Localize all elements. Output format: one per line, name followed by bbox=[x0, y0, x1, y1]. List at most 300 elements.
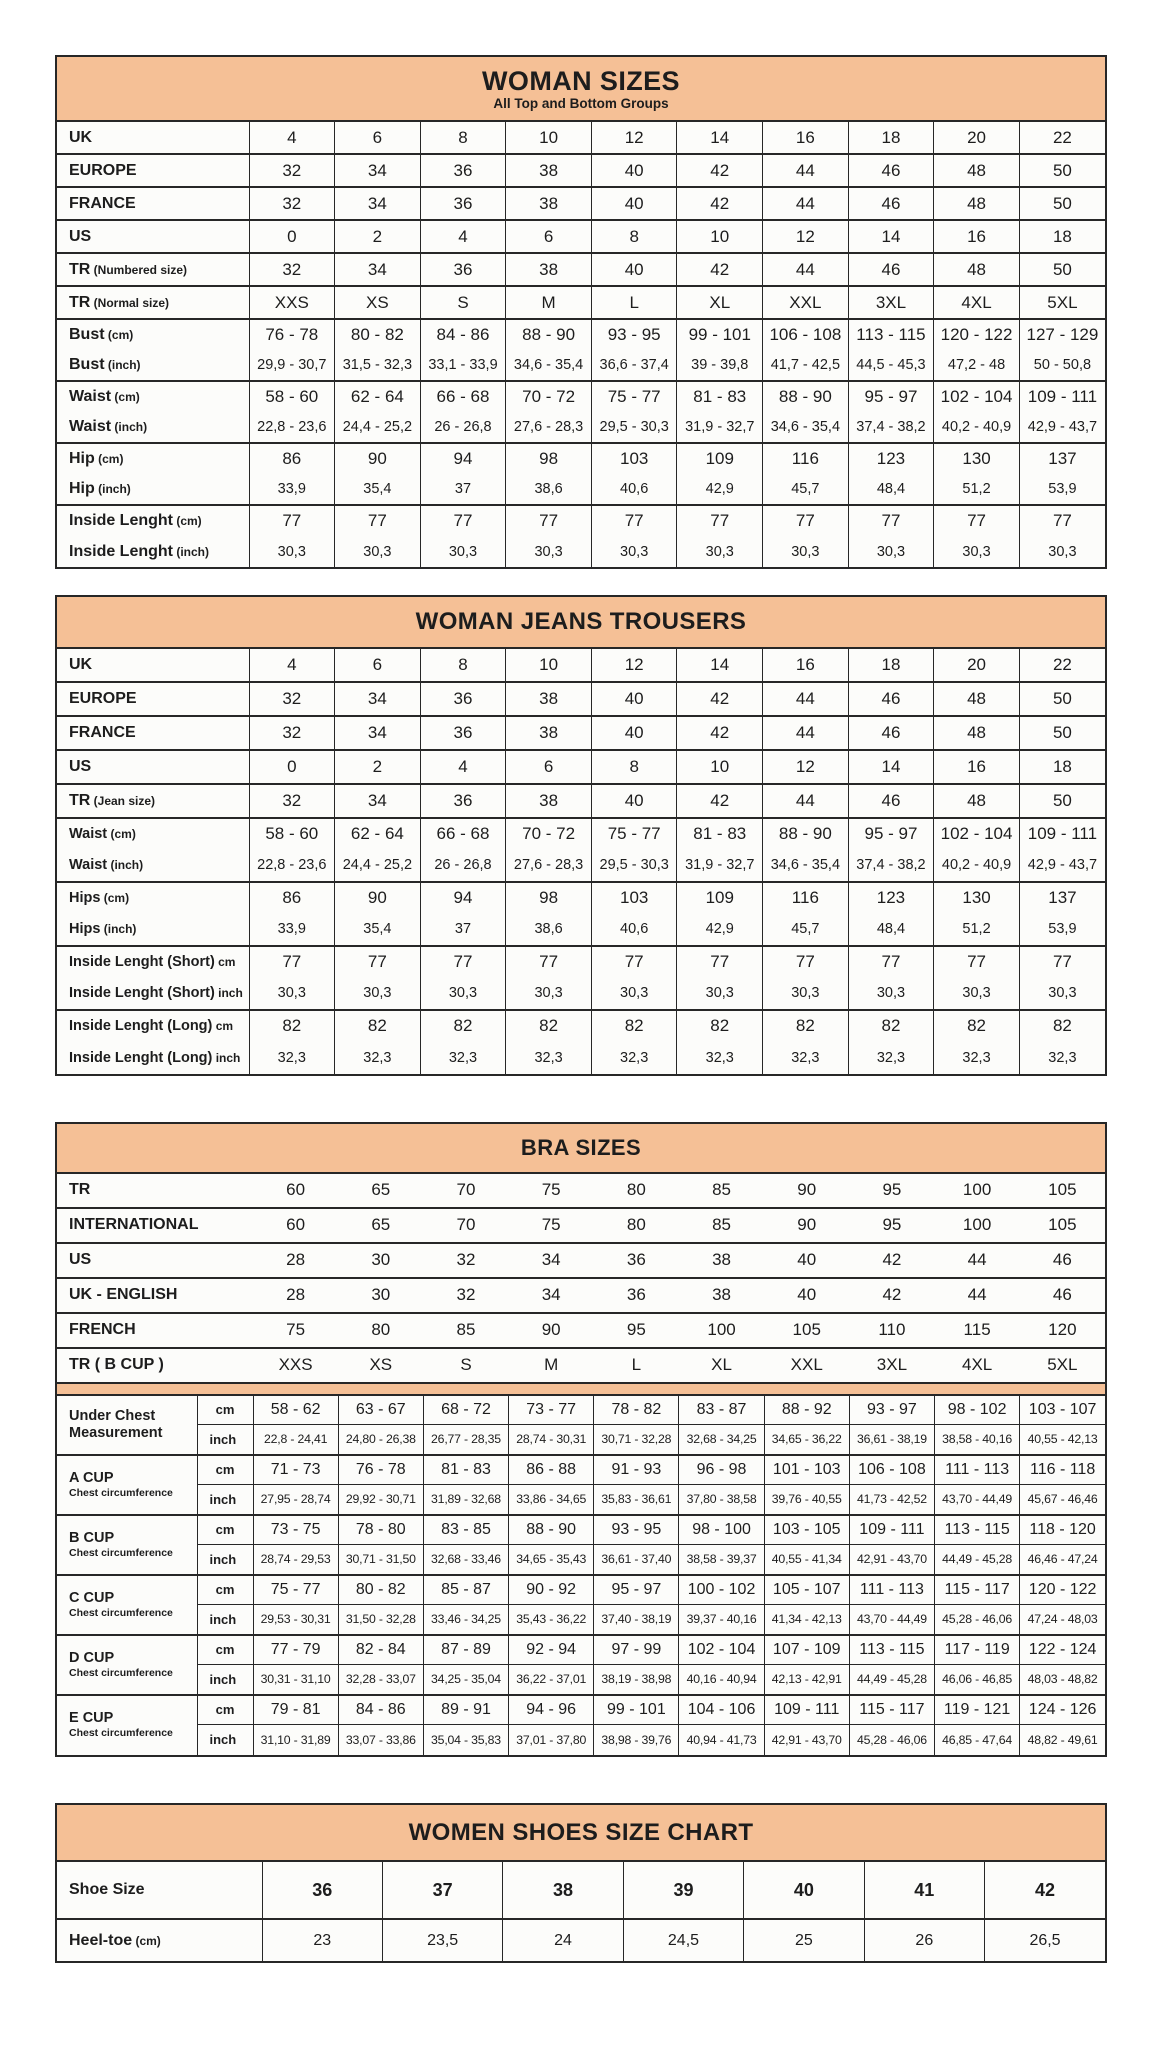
cell-value: L bbox=[591, 286, 677, 319]
cell-value: 12 bbox=[591, 121, 677, 154]
cell-value: 37,80 - 38,58 bbox=[679, 1485, 764, 1515]
cell-value: 36,61 - 37,40 bbox=[594, 1545, 679, 1575]
cell-value: 95 - 97 bbox=[848, 381, 934, 412]
cell-value: 16 bbox=[763, 648, 849, 682]
table-row bbox=[57, 187, 1105, 220]
cell-value: 39 - 39,8 bbox=[677, 350, 763, 381]
cell-value: 85 bbox=[679, 1208, 764, 1243]
table-row bbox=[57, 1395, 1105, 1425]
row-label: Inside Lenght (Short) inch bbox=[69, 985, 243, 1002]
cell-value: 137 bbox=[1019, 443, 1105, 474]
cell-value: 30,3 bbox=[420, 536, 506, 567]
cell-value: 18 bbox=[848, 121, 934, 154]
cell-value: 124 - 126 bbox=[1020, 1695, 1105, 1725]
cell-value: 41,34 - 42,13 bbox=[764, 1605, 849, 1635]
cell-value: 42 bbox=[849, 1243, 934, 1278]
cell-value: 33,46 - 34,25 bbox=[423, 1605, 508, 1635]
cell-value: 23,5 bbox=[382, 1919, 502, 1961]
cell-value: 44 bbox=[763, 154, 849, 187]
cell-value: 0 bbox=[249, 220, 335, 253]
cell-value: XXS bbox=[253, 1348, 338, 1383]
cell-value: 37,4 - 38,2 bbox=[848, 850, 934, 882]
cell-value: 92 - 94 bbox=[509, 1635, 594, 1665]
cell-value: 34 bbox=[335, 154, 421, 187]
cell-value: 30,3 bbox=[335, 536, 421, 567]
cell-value: 30,3 bbox=[848, 536, 934, 567]
row-label: FRANCE bbox=[57, 716, 249, 750]
table-row bbox=[57, 978, 1105, 1010]
cell-value: 75 bbox=[253, 1313, 338, 1348]
row-label: US bbox=[57, 750, 249, 784]
cell-value: 34 bbox=[509, 1278, 594, 1313]
cell-value: 24,5 bbox=[623, 1919, 743, 1961]
cell-value: 38,6 bbox=[506, 914, 592, 946]
table-row bbox=[57, 716, 1105, 750]
cell-value: 45,7 bbox=[763, 474, 849, 505]
cell-value: 113 - 115 bbox=[935, 1515, 1020, 1545]
table-header bbox=[57, 597, 1105, 647]
row-label: TR bbox=[57, 1173, 253, 1208]
table-row bbox=[57, 381, 1105, 412]
row-label: Under Chest Measurement bbox=[57, 1395, 197, 1455]
cell-value: 89 - 91 bbox=[423, 1695, 508, 1725]
row-label: FRENCH bbox=[57, 1313, 253, 1348]
cell-value: 77 bbox=[934, 505, 1020, 536]
table-row bbox=[57, 319, 1105, 350]
cell-value: 70 bbox=[423, 1208, 508, 1243]
table-row bbox=[57, 1861, 1105, 1919]
cell-value: 42,91 - 43,70 bbox=[764, 1725, 849, 1755]
cell-value: 32 bbox=[249, 682, 335, 716]
cell-value: 32,3 bbox=[763, 1042, 849, 1074]
cell-value: 38 bbox=[506, 784, 592, 818]
cell-value: 113 - 115 bbox=[849, 1635, 934, 1665]
cell-value: 38,58 - 40,16 bbox=[935, 1425, 1020, 1455]
unit-label: cm bbox=[197, 1455, 253, 1485]
cell-value: 73 - 77 bbox=[509, 1395, 594, 1425]
row-label: D CUP Chest circumference bbox=[57, 1635, 197, 1695]
cell-value: 6 bbox=[506, 750, 592, 784]
cell-value: 86 - 88 bbox=[509, 1455, 594, 1485]
cell-value: 40 bbox=[591, 682, 677, 716]
cell-value: 102 - 104 bbox=[934, 381, 1020, 412]
cell-value: 10 bbox=[506, 121, 592, 154]
cell-value: 30,3 bbox=[1019, 978, 1105, 1010]
row-label: EUROPE bbox=[57, 682, 249, 716]
cell-value: 77 bbox=[249, 946, 335, 978]
bra-sizes-table bbox=[55, 1122, 1107, 1757]
cell-value: 82 bbox=[677, 1010, 763, 1042]
cell-value: 73 - 75 bbox=[253, 1515, 338, 1545]
cell-value: 29,53 - 30,31 bbox=[253, 1605, 338, 1635]
cell-value: 94 bbox=[420, 443, 506, 474]
cell-value: 123 bbox=[848, 443, 934, 474]
cell-value: 31,10 - 31,89 bbox=[253, 1725, 338, 1755]
unit-label: inch bbox=[197, 1605, 253, 1635]
row-label: Hips (inch) bbox=[69, 921, 137, 938]
cell-value: 80 bbox=[338, 1313, 423, 1348]
unit-label: inch bbox=[197, 1545, 253, 1575]
row-label: TR ( B CUP ) bbox=[57, 1348, 253, 1383]
cell-value: 38 bbox=[506, 154, 592, 187]
cell-value: 33,9 bbox=[249, 914, 335, 946]
cell-value: 40 bbox=[591, 716, 677, 750]
cell-value: 75 bbox=[509, 1173, 594, 1208]
cell-value: 3XL bbox=[849, 1348, 934, 1383]
cell-value: 38,19 - 38,98 bbox=[594, 1665, 679, 1695]
cell-value: 75 - 77 bbox=[591, 381, 677, 412]
cell-value: 77 bbox=[506, 505, 592, 536]
cell-value: 116 bbox=[763, 443, 849, 474]
cell-value: 111 - 113 bbox=[849, 1575, 934, 1605]
cell-value: 31,9 - 32,7 bbox=[677, 412, 763, 443]
cell-value: 30,3 bbox=[249, 536, 335, 567]
row-label: A CUP Chest circumference bbox=[57, 1455, 197, 1515]
cell-value: 90 bbox=[764, 1208, 849, 1243]
row-label: Shoe Size bbox=[57, 1861, 262, 1919]
cell-value: 101 - 103 bbox=[764, 1455, 849, 1485]
cell-value: 40 bbox=[744, 1861, 864, 1919]
cell-value: 48 bbox=[934, 154, 1020, 187]
table-row bbox=[57, 1383, 1105, 1395]
table-row bbox=[57, 1665, 1105, 1695]
cell-value: S bbox=[423, 1348, 508, 1383]
cell-value: 44 bbox=[763, 784, 849, 818]
cell-value: 40,55 - 42,13 bbox=[1020, 1425, 1105, 1455]
cell-value: 46 bbox=[848, 784, 934, 818]
cell-value: 77 bbox=[591, 505, 677, 536]
table-row bbox=[57, 1575, 1105, 1605]
cell-value: 77 bbox=[1019, 505, 1105, 536]
table-row bbox=[57, 505, 1105, 536]
cell-value: 6 bbox=[506, 220, 592, 253]
cell-value: 34 bbox=[335, 716, 421, 750]
cell-value: 93 - 97 bbox=[849, 1395, 934, 1425]
table-row bbox=[57, 818, 1105, 850]
cell-value: 48,03 - 48,82 bbox=[1020, 1665, 1105, 1695]
woman-jeans-table bbox=[55, 595, 1107, 1076]
cell-value: 39,37 - 40,16 bbox=[679, 1605, 764, 1635]
cell-value: 137 bbox=[1019, 882, 1105, 914]
cell-value: 95 - 97 bbox=[848, 818, 934, 850]
cell-value: 82 bbox=[934, 1010, 1020, 1042]
cell-value: 6 bbox=[335, 648, 421, 682]
cell-value: 58 - 60 bbox=[249, 818, 335, 850]
cell-value: 30,3 bbox=[934, 978, 1020, 1010]
cell-value: 58 - 60 bbox=[249, 381, 335, 412]
cell-value: 31,50 - 32,28 bbox=[338, 1605, 423, 1635]
cell-value: 98 bbox=[506, 882, 592, 914]
cell-value: 51,2 bbox=[934, 474, 1020, 505]
cell-value: 36 bbox=[420, 682, 506, 716]
cell-value: 46,06 - 46,85 bbox=[935, 1665, 1020, 1695]
cell-value: 98 - 102 bbox=[935, 1395, 1020, 1425]
cell-value: 26 - 26,8 bbox=[420, 412, 506, 443]
cell-value: 77 bbox=[420, 505, 506, 536]
cell-value: 77 bbox=[763, 946, 849, 978]
row-label: Waist (inch) bbox=[69, 857, 144, 874]
cell-value: 94 bbox=[420, 882, 506, 914]
cell-value: 6 bbox=[335, 121, 421, 154]
cell-value: 34 bbox=[335, 187, 421, 220]
cell-value: 33,07 - 33,86 bbox=[338, 1725, 423, 1755]
cell-value: 50 bbox=[1019, 187, 1105, 220]
unit-label: cm bbox=[197, 1635, 253, 1665]
cell-value: 44 bbox=[763, 682, 849, 716]
cell-value: 18 bbox=[1019, 750, 1105, 784]
cell-value: 77 bbox=[1019, 946, 1105, 978]
cell-value: 95 - 97 bbox=[594, 1575, 679, 1605]
cell-value: 38,6 bbox=[506, 474, 592, 505]
cell-value: XXL bbox=[763, 286, 849, 319]
cell-value: 83 - 85 bbox=[423, 1515, 508, 1545]
cell-value: 26 bbox=[864, 1919, 984, 1961]
cell-value: 130 bbox=[934, 443, 1020, 474]
unit-label: inch bbox=[197, 1425, 253, 1455]
cell-value: 29,5 - 30,3 bbox=[591, 850, 677, 882]
cell-value: 87 - 89 bbox=[423, 1635, 508, 1665]
cell-value: 30,3 bbox=[763, 978, 849, 1010]
cell-value: 42 bbox=[677, 154, 763, 187]
cell-value: 36,61 - 38,19 bbox=[849, 1425, 934, 1455]
cell-value: 77 bbox=[934, 946, 1020, 978]
cell-value: 122 - 124 bbox=[1020, 1635, 1105, 1665]
cell-value: 41,7 - 42,5 bbox=[763, 350, 849, 381]
cell-value: 32,3 bbox=[335, 1042, 421, 1074]
cell-value: 16 bbox=[934, 220, 1020, 253]
cell-value: 66 - 68 bbox=[420, 818, 506, 850]
table-row bbox=[57, 1919, 1105, 1961]
cell-value: 10 bbox=[506, 648, 592, 682]
cell-value: 38 bbox=[679, 1243, 764, 1278]
cell-value: 27,6 - 28,3 bbox=[506, 412, 592, 443]
cell-value: 46,46 - 47,24 bbox=[1020, 1545, 1105, 1575]
cell-value: 40,94 - 41,73 bbox=[679, 1725, 764, 1755]
cell-value: 43,70 - 44,49 bbox=[849, 1605, 934, 1635]
cell-value: 77 bbox=[763, 505, 849, 536]
cell-value: 30,3 bbox=[848, 978, 934, 1010]
cell-value: 109 bbox=[677, 882, 763, 914]
cell-value: 41,73 - 42,52 bbox=[849, 1485, 934, 1515]
cell-value: 96 - 98 bbox=[679, 1455, 764, 1485]
cell-value: 12 bbox=[763, 750, 849, 784]
cell-value: 46 bbox=[848, 716, 934, 750]
cell-value: 5XL bbox=[1020, 1348, 1105, 1383]
cell-value: 40 bbox=[764, 1278, 849, 1313]
cell-value: 77 bbox=[677, 505, 763, 536]
cell-value: 47,2 - 48 bbox=[934, 350, 1020, 381]
row-label: US bbox=[57, 220, 249, 253]
row-label: Waist (inch) bbox=[69, 418, 148, 436]
cell-value: 40 bbox=[591, 187, 677, 220]
cell-value: 30,31 - 31,10 bbox=[253, 1665, 338, 1695]
cell-value: 82 bbox=[420, 1010, 506, 1042]
cell-value: 22,8 - 24,41 bbox=[253, 1425, 338, 1455]
cell-value: 32 bbox=[249, 253, 335, 286]
cell-value: 63 - 67 bbox=[338, 1395, 423, 1425]
cell-value: 27,6 - 28,3 bbox=[506, 850, 592, 882]
cell-value: 35,83 - 36,61 bbox=[594, 1485, 679, 1515]
cell-value: 50 bbox=[1019, 154, 1105, 187]
cell-value: 77 bbox=[506, 946, 592, 978]
cell-value: 82 bbox=[763, 1010, 849, 1042]
cell-value: 42,13 - 42,91 bbox=[764, 1665, 849, 1695]
cell-value: 50 - 50,8 bbox=[1019, 350, 1105, 381]
cell-value: 127 - 129 bbox=[1019, 319, 1105, 350]
cell-value: 106 - 108 bbox=[849, 1455, 934, 1485]
cell-value: 31,9 - 32,7 bbox=[677, 850, 763, 882]
cell-value: 93 - 95 bbox=[594, 1515, 679, 1545]
cell-value: 36,6 - 37,4 bbox=[591, 350, 677, 381]
cell-value: 81 - 83 bbox=[423, 1455, 508, 1485]
cell-value: 3XL bbox=[848, 286, 934, 319]
cell-value: 29,92 - 30,71 bbox=[338, 1485, 423, 1515]
cell-value: 34,65 - 36,22 bbox=[764, 1425, 849, 1455]
spacer-band bbox=[57, 1383, 1105, 1395]
cell-value: 45,7 bbox=[763, 914, 849, 946]
cell-value: 82 bbox=[506, 1010, 592, 1042]
table-row bbox=[57, 750, 1105, 784]
cell-value: 22,8 - 23,6 bbox=[249, 412, 335, 443]
cell-value: 77 bbox=[420, 946, 506, 978]
cell-value: 4XL bbox=[934, 286, 1020, 319]
row-label: TR (Normal size) bbox=[57, 286, 249, 319]
table-row bbox=[57, 1515, 1105, 1545]
cell-value: 34,6 - 35,4 bbox=[763, 412, 849, 443]
table-row bbox=[57, 412, 1105, 443]
cell-value: 30,3 bbox=[677, 978, 763, 1010]
cell-value: 42,9 bbox=[677, 914, 763, 946]
cell-value: 5XL bbox=[1019, 286, 1105, 319]
table-row bbox=[57, 220, 1105, 253]
cell-value: 44 bbox=[763, 253, 849, 286]
cell-value: 32 bbox=[249, 784, 335, 818]
cell-value: 70 - 72 bbox=[506, 818, 592, 850]
cell-value: 46 bbox=[848, 682, 934, 716]
cell-value: 34,25 - 35,04 bbox=[423, 1665, 508, 1695]
cell-value: 86 bbox=[249, 882, 335, 914]
cell-value: 80 - 82 bbox=[335, 319, 421, 350]
cell-value: 32 bbox=[249, 154, 335, 187]
row-label: TR (Numbered size) bbox=[57, 253, 249, 286]
cell-value: 82 bbox=[848, 1010, 934, 1042]
table-row bbox=[57, 1485, 1105, 1515]
table-row bbox=[57, 1208, 1105, 1243]
cell-value: 116 - 118 bbox=[1020, 1455, 1105, 1485]
cell-value: 32 bbox=[423, 1278, 508, 1313]
cell-value: 39 bbox=[623, 1861, 743, 1919]
cell-value: 48 bbox=[934, 187, 1020, 220]
cell-value: 37,01 - 37,80 bbox=[509, 1725, 594, 1755]
row-label: EUROPE bbox=[57, 154, 249, 187]
cell-value: 53,9 bbox=[1019, 914, 1105, 946]
unit-label: cm bbox=[197, 1695, 253, 1725]
row-label: US bbox=[57, 1243, 253, 1278]
cell-value: 22 bbox=[1019, 121, 1105, 154]
cell-value: 4 bbox=[249, 121, 335, 154]
unit-label: inch bbox=[197, 1725, 253, 1755]
row-label: Inside Lenght (Long) cm bbox=[57, 1010, 249, 1042]
cell-value: 38 bbox=[679, 1278, 764, 1313]
women-shoes-table bbox=[55, 1803, 1107, 1964]
cell-value: 84 - 86 bbox=[338, 1695, 423, 1725]
cell-value: 119 - 121 bbox=[935, 1695, 1020, 1725]
table-row bbox=[57, 946, 1105, 978]
cell-value: 42,91 - 43,70 bbox=[849, 1545, 934, 1575]
cell-value: 36 bbox=[594, 1278, 679, 1313]
cell-value: 30,3 bbox=[763, 536, 849, 567]
cell-value: 12 bbox=[591, 648, 677, 682]
cell-value: 46 bbox=[848, 253, 934, 286]
table-row bbox=[57, 121, 1105, 154]
table-row bbox=[57, 1278, 1105, 1313]
cell-value: 75 - 77 bbox=[253, 1575, 338, 1605]
cell-value: 99 - 101 bbox=[594, 1695, 679, 1725]
cell-value: 32,3 bbox=[677, 1042, 763, 1074]
cell-value: 10 bbox=[677, 750, 763, 784]
cell-value: 34 bbox=[335, 784, 421, 818]
cell-value: 66 - 68 bbox=[420, 381, 506, 412]
cell-value: 102 - 104 bbox=[679, 1635, 764, 1665]
cell-value: 117 - 119 bbox=[935, 1635, 1020, 1665]
cell-value: 22,8 - 23,6 bbox=[249, 850, 335, 882]
cell-value: 100 - 102 bbox=[679, 1575, 764, 1605]
table-row bbox=[57, 648, 1105, 682]
cell-value: 8 bbox=[591, 220, 677, 253]
cell-value: 109 - 111 bbox=[1019, 818, 1105, 850]
cell-value: 44,49 - 45,28 bbox=[849, 1665, 934, 1695]
cell-value: 116 bbox=[763, 882, 849, 914]
cell-value: 4XL bbox=[935, 1348, 1020, 1383]
cell-value: 94 - 96 bbox=[509, 1695, 594, 1725]
cell-value: 14 bbox=[677, 648, 763, 682]
cell-value: 48 bbox=[934, 682, 1020, 716]
cell-value: 77 - 79 bbox=[253, 1635, 338, 1665]
cell-value: 4 bbox=[249, 648, 335, 682]
cell-value: 60 bbox=[253, 1173, 338, 1208]
cell-value: 90 bbox=[335, 443, 421, 474]
cell-value: 28 bbox=[253, 1278, 338, 1313]
cell-value: S bbox=[420, 286, 506, 319]
cell-value: 130 bbox=[934, 882, 1020, 914]
cell-value: 98 - 100 bbox=[679, 1515, 764, 1545]
cell-value: 40 bbox=[591, 154, 677, 187]
cell-value: 34,6 - 35,4 bbox=[506, 350, 592, 381]
table-header bbox=[57, 1805, 1105, 1861]
cell-value: 32,3 bbox=[506, 1042, 592, 1074]
table-row bbox=[57, 154, 1105, 187]
cell-value: 109 - 111 bbox=[849, 1515, 934, 1545]
row-label: E CUP Chest circumference bbox=[57, 1695, 197, 1755]
row-label: Inside Lenght (Long) inch bbox=[69, 1049, 241, 1066]
cell-value: 35,4 bbox=[335, 914, 421, 946]
cell-value: 51,2 bbox=[934, 914, 1020, 946]
cell-value: 14 bbox=[848, 220, 934, 253]
cell-value: 85 bbox=[423, 1313, 508, 1348]
cell-value: 45,28 - 46,06 bbox=[849, 1725, 934, 1755]
row-label: Bust (inch) bbox=[69, 356, 141, 374]
cell-value: 95 bbox=[594, 1313, 679, 1348]
row-label: Inside Lenght (Short) cm bbox=[57, 946, 249, 978]
cell-value: XS bbox=[338, 1348, 423, 1383]
cell-value: 90 - 92 bbox=[509, 1575, 594, 1605]
cell-value: 99 - 101 bbox=[677, 319, 763, 350]
cell-value: 50 bbox=[1019, 253, 1105, 286]
table-row bbox=[57, 914, 1105, 946]
cell-value: 93 - 95 bbox=[591, 319, 677, 350]
cell-value: 82 bbox=[1019, 1010, 1105, 1042]
row-label: Inside Lenght (cm) bbox=[57, 505, 249, 536]
